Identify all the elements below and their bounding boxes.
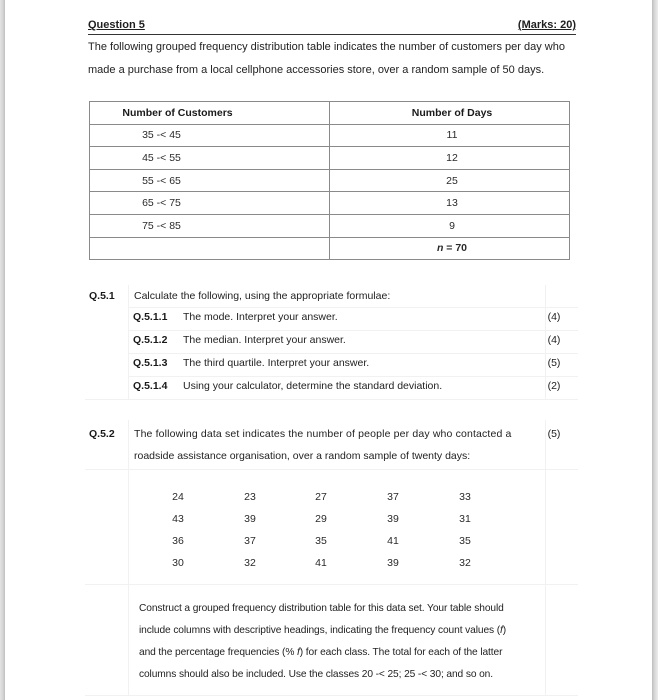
- q5-1-4-number: Q.5.1.4: [133, 380, 168, 392]
- instruction-line: and the percentage frequencies (% f) for each class. The total for each of the latter: [139, 647, 503, 658]
- layout-divider: [128, 330, 578, 331]
- days-cell: 11: [330, 124, 570, 147]
- data-value: 39: [387, 513, 399, 525]
- data-value: 37: [244, 535, 256, 547]
- q5-1-1-marks: (4): [547, 311, 561, 323]
- data-value: 41: [315, 557, 327, 569]
- frequency-table: [89, 101, 570, 260]
- q5-1-4-marks: (2): [547, 380, 561, 392]
- class-cell: 35 -< 45: [90, 124, 330, 147]
- instruction-line: include columns with descriptive headings, indicating the frequency count values (f): [139, 625, 507, 636]
- data-value: 23: [244, 491, 256, 503]
- q5-1-1-text: The mode. Interpret your answer.: [183, 311, 338, 323]
- data-value: 31: [459, 513, 471, 525]
- q5-1-prompt: Calculate the following, using the appropriate formulae:: [134, 290, 391, 302]
- table-row: [90, 147, 570, 170]
- q5-2-number: Q.5.2: [89, 428, 115, 440]
- question-title: Question 5: [88, 19, 145, 31]
- table-row: [90, 192, 570, 215]
- data-value: 35: [459, 535, 471, 547]
- days-cell: 12: [330, 147, 570, 170]
- data-value: 39: [244, 513, 256, 525]
- layout-divider: [128, 285, 129, 400]
- data-value: 43: [172, 513, 184, 525]
- layout-divider: [128, 307, 578, 308]
- data-value: 32: [244, 557, 256, 569]
- data-value: 39: [387, 557, 399, 569]
- data-value: 41: [387, 535, 399, 547]
- table-total-row: [90, 237, 570, 260]
- instruction-line: columns should also be included. Use the classes 20 -< 25; 25 -< 30; and so on.: [139, 669, 493, 680]
- layout-divider: [85, 695, 578, 696]
- layout-divider: [85, 399, 578, 400]
- q5-1-2-marks: (4): [547, 334, 561, 346]
- data-value: 33: [459, 491, 471, 503]
- q5-2-instruction: [139, 598, 549, 686]
- class-cell: 65 -< 75: [90, 192, 330, 215]
- layout-divider: [128, 353, 578, 354]
- table-header-row: [90, 102, 570, 125]
- q5-1-2-text: The median. Interpret your answer.: [183, 334, 346, 346]
- document-page: [5, 0, 652, 700]
- data-value: 29: [315, 513, 327, 525]
- layout-divider: [85, 469, 578, 470]
- layout-divider: [128, 420, 129, 695]
- q5-1-2-number: Q.5.1.2: [133, 334, 168, 346]
- empty-cell: [90, 237, 330, 260]
- question-intro: The following grouped frequency distribution table indicates the number of customers per day who made a purchase from a local cellphone accessories store, over a random sample of 50 days.: [88, 41, 565, 76]
- q5-1-4-text: Using your calculator, determine the standard deviation.: [183, 380, 443, 392]
- q5-1-3-marks: (5): [547, 357, 561, 369]
- page-edge-right: [652, 0, 658, 700]
- class-cell: 45 -< 55: [90, 147, 330, 170]
- q5-1-number: Q.5.1: [89, 290, 115, 302]
- column-header-customers: Number of Customers: [90, 102, 330, 125]
- question-marks: (Marks: 20): [517, 19, 576, 31]
- q5-2-marks: (5): [547, 428, 561, 440]
- total-value: = 70: [446, 242, 468, 255]
- total-cell: [330, 237, 570, 260]
- layout-divider: [128, 376, 578, 377]
- class-cell: 55 -< 65: [90, 169, 330, 192]
- layout-divider: [85, 584, 578, 585]
- column-header-days: Number of Days: [330, 102, 570, 125]
- q5-2-prompt-line2: roadside assistance organisation, over a random sample of twenty days:: [134, 450, 471, 462]
- table-row: [90, 124, 570, 147]
- q5-2-prompt-line1: The following data set indicates the number of people per day who contacted a: [134, 428, 512, 440]
- days-cell: 13: [330, 192, 570, 215]
- table-row: [90, 214, 570, 237]
- data-value: 36: [172, 535, 184, 547]
- q5-1-3-number: Q.5.1.3: [133, 357, 168, 369]
- total-label: n: [436, 242, 444, 255]
- table-row: [90, 169, 570, 192]
- data-value: 30: [172, 557, 184, 569]
- data-value: 27: [315, 491, 327, 503]
- data-value: 32: [459, 557, 471, 569]
- q5-1-3-text: The third quartile. Interpret your answer.: [183, 357, 370, 369]
- days-cell: 25: [330, 169, 570, 192]
- question-header: [88, 17, 576, 35]
- class-cell: 75 -< 85: [90, 214, 330, 237]
- q5-1-1-number: Q.5.1.1: [133, 311, 168, 323]
- data-value: 35: [315, 535, 327, 547]
- days-cell: 9: [330, 214, 570, 237]
- data-value: 37: [387, 491, 399, 503]
- data-value: 24: [172, 491, 184, 503]
- instruction-line: Construct a grouped frequency distribution table for this data set. Your table should: [139, 603, 504, 614]
